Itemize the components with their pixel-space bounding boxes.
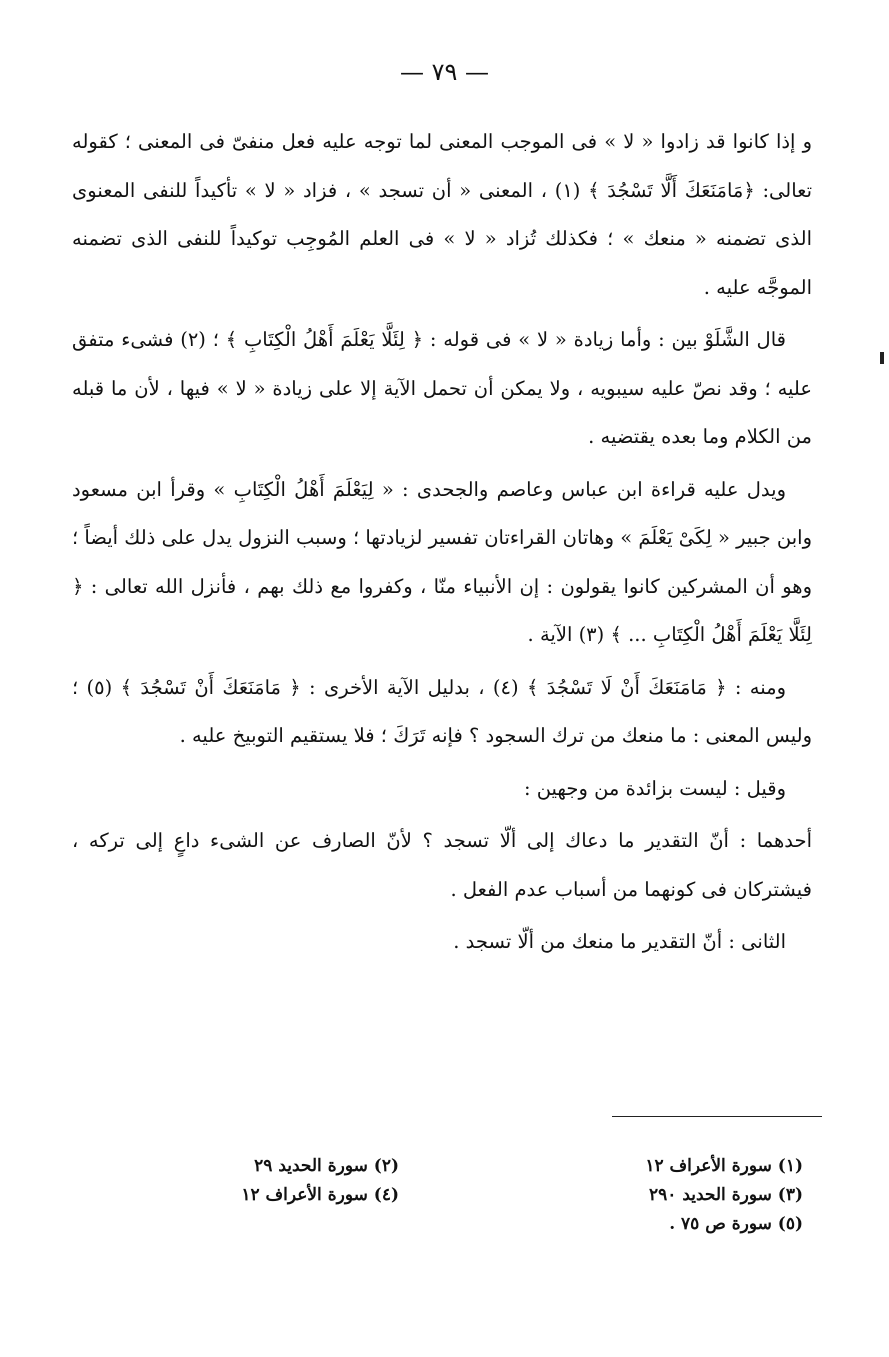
paragraph-7: الثانى : أنّ التقدير ما منعك من ألّا تسجد . — [453, 930, 786, 953]
paragraph-4: ومنه : ﴿ مَامَنَعَكَ أَنْ لَا تَسْجُدَ ﴾ (٤) ، بدليل الآية الأخرى : ﴿ مَامَنَعَكَ أَنْ تَسْجُدَ ﴾ (٥) ؛ وليس المعنى : ما منعك من ترك السجود ؟ فإنه تَرَكَ ؛ فلا يستقيم التوبيخ عليه . — [72, 675, 812, 747]
footnote-1: (١) سورة الأعراف ١٢ — [645, 1156, 803, 1176]
footnote-5: (٥) سورة ص ٧٥ . — [669, 1214, 803, 1234]
paragraph-5: وقيل : ليست بزائدة من وجهين : — [523, 776, 786, 800]
paragraph-1: و إذا كانوا قد زادوا « لا » فى الموجب المعنى لما توجه عليه فعل منفىّ فى المعنى ؛ كقوله تعالى: ﴿مَامَنَعَكَ أَلَّا تَسْجُدَ ﴾ (١) ، المعنى « أن تسجد » ، فزاد « لا » تأكيداً للنفى المعنوى الذى تضمنه « منعك » ؛ فكذلك تُزاد « لا » فى العلم المُوجِب توكيداً للنفى الذى تضمنه الموجَّه عليه . — [72, 130, 812, 299]
footnote-3: (٣) سورة الحديد ٢٩٠ — [649, 1185, 803, 1205]
footnote-separator — [612, 1116, 822, 1117]
paragraph-6: أحدهما : أنّ التقدير ما دعاك إلى ألّا تسجد ؟ لأنّ الصارف عن الشىء داعٍ إلى تركه ، فيشتركان فى كونهما من أسباب عدم الفعل . — [72, 829, 812, 901]
main-text — [72, 118, 812, 967]
footnote-4: (٤) سورة الأعراف ١٢ — [241, 1185, 399, 1205]
paragraph-2: قال الشَّلَوْ بين : وأما زيادة « لا » فى قوله : ﴿ لِئَلَّا يَعْلَمَ أَهْلُ الْكِتَابِ ﴾ ؛ (٢) فشىء متفق عليه ؛ وقد نصّ عليه سيبويه ، ولا يمكن أن تحمل الآية إلا على زيادة « لا » فيها ، لأن ما قبله من الكلام وما بعده يقتضيه . — [72, 328, 812, 448]
page-number: — ٧٩ — — [399, 58, 490, 86]
footnote-2: (٢) سورة الحديد ٢٩ — [254, 1156, 399, 1176]
margin-mark — [880, 352, 884, 364]
footnotes-right-column — [553, 1152, 803, 1239]
footnotes-left-column — [139, 1152, 399, 1210]
paragraph-3: ويدل عليه قراءة ابن عباس وعاصم والجحدى : « لِيَعْلَمَ أَهْلُ الْكِتَابِ » وقرأ ابن مسعود وابن جبير « لِكَىْ يَعْلَمَ » وهاتان القراءتان تفسير لزيادتها ؛ وسبب النزول يدل على ذلك أيضاً ؛ وهو أن المشركين كانوا يقولون : إن الأنبياء منّا ، وكفروا مع ذلك بهم ، فأنزل الله تعالى : ﴿ لِئَلَّا يَعْلَمَ أَهْلُ الْكِتَابِ ... ﴾ (٣) الآية . — [72, 477, 812, 646]
